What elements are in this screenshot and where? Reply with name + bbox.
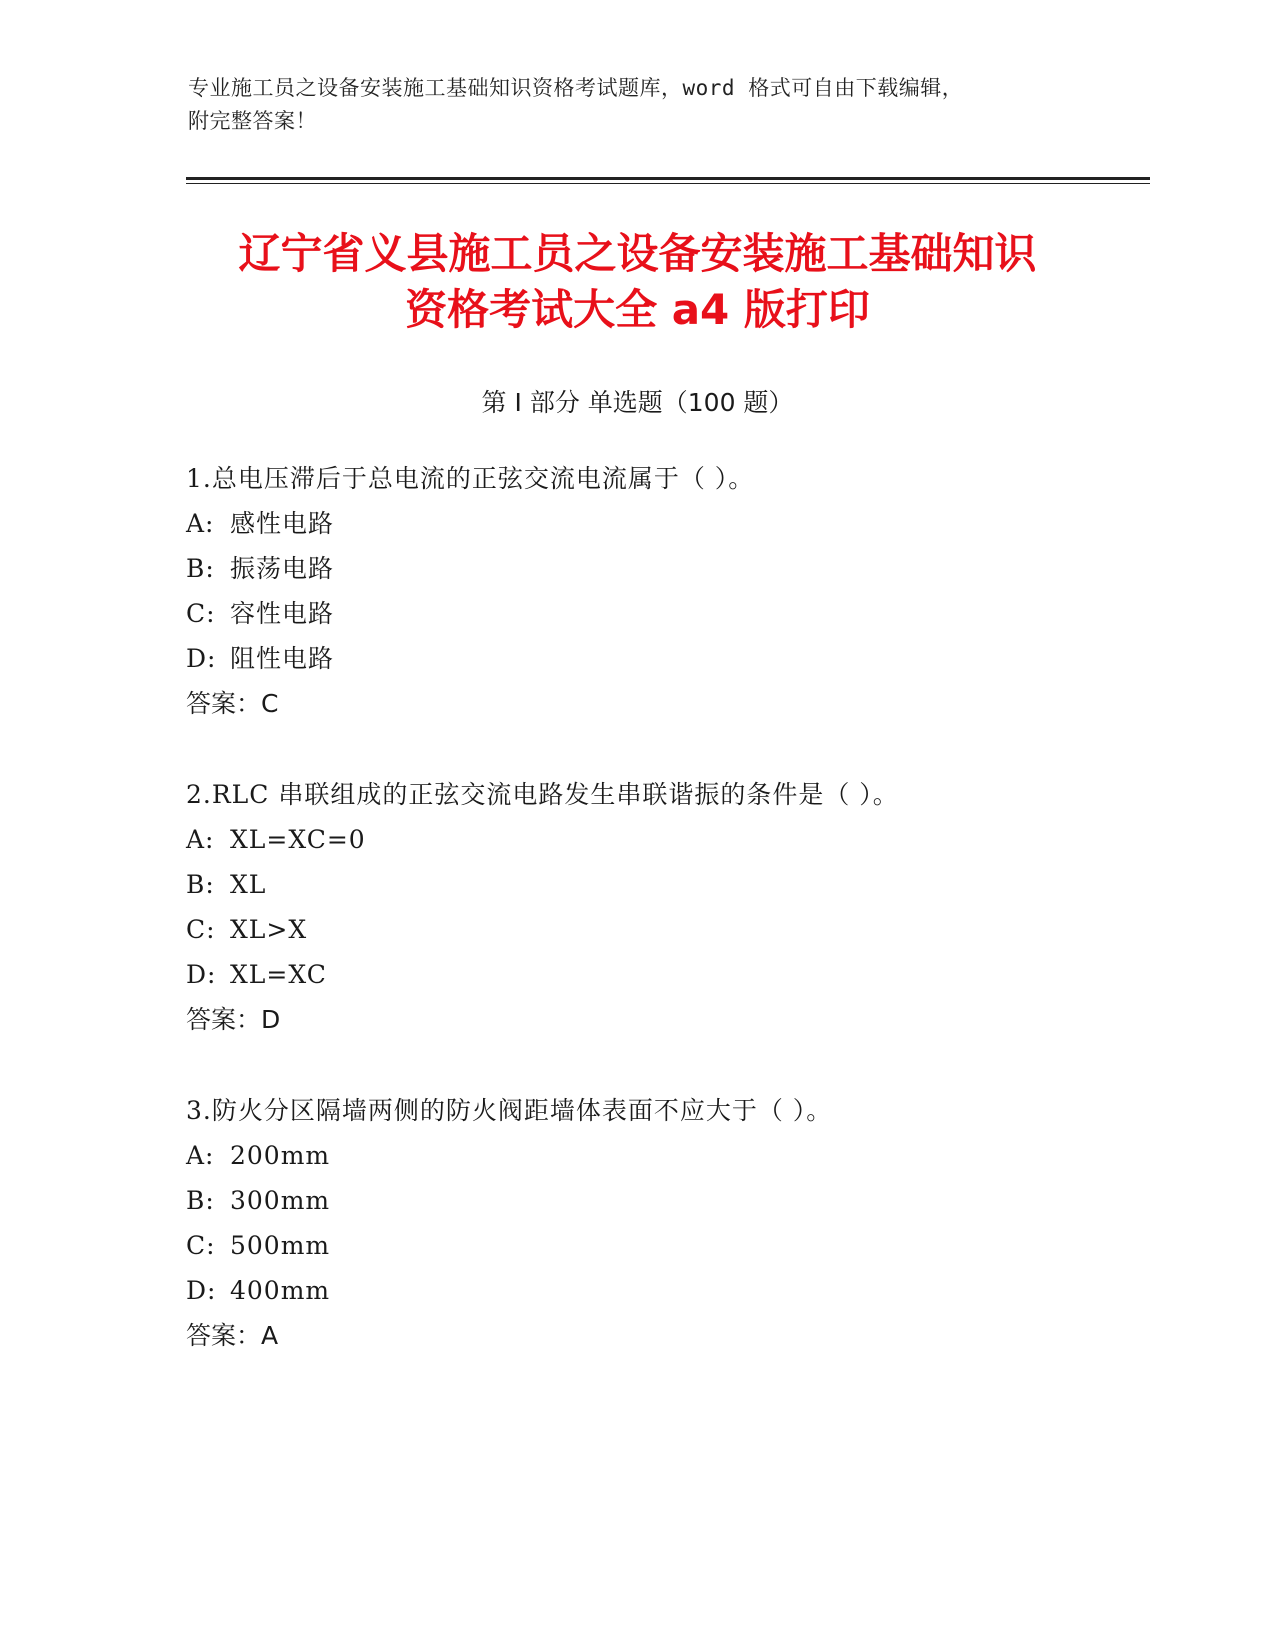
question-2 — [186, 772, 1086, 1042]
document-title-line-1: 辽宁省义县施工员之设备安装施工基础知识 — [238, 229, 1037, 278]
option-letter: D: — [186, 960, 217, 989]
question-stem: 1.总电压滞后于总电流的正弦交流电流属于（ ）。 — [186, 464, 755, 493]
question-1 — [186, 456, 1086, 726]
answer: 答案：D — [186, 1005, 281, 1034]
option-text: 500mm — [230, 1231, 331, 1260]
option-b — [186, 862, 1086, 907]
option-letter: B: — [186, 870, 215, 899]
option-text: 300mm — [230, 1186, 331, 1215]
option-a — [186, 501, 1086, 546]
header-note-line-1: 专业施工员之设备安装施工基础知识资格考试题库，word 格式可自由下载编辑， — [188, 76, 964, 100]
document-title-line-2: 资格考试大全 a4 版打印 — [405, 285, 870, 334]
answer: 答案：C — [186, 689, 279, 718]
option-b — [186, 1178, 1086, 1223]
option-text: XL=XC=0 — [230, 825, 366, 854]
option-letter: B: — [186, 1186, 215, 1215]
option-letter: A: — [186, 509, 215, 538]
section-heading: 第 I 部分 单选题（100 题） — [481, 388, 794, 417]
header-note — [188, 72, 1068, 138]
option-text: XL — [230, 870, 267, 899]
option-a — [186, 817, 1086, 862]
question-stem: 3.防火分区隔墙两侧的防火阀距墙体表面不应大于（ ）。 — [186, 1096, 833, 1125]
option-letter: C: — [186, 1231, 216, 1260]
option-letter: D: — [186, 1276, 217, 1305]
option-c — [186, 1223, 1086, 1268]
option-text: 感性电路 — [230, 509, 335, 538]
option-text: 阻性电路 — [230, 644, 335, 673]
option-text: 200mm — [230, 1141, 331, 1170]
option-d — [186, 952, 1086, 997]
option-d — [186, 1268, 1086, 1313]
question-3 — [186, 1088, 1086, 1358]
option-text: 振荡电路 — [230, 554, 335, 583]
option-text: XL>X — [230, 915, 308, 944]
option-text: 容性电路 — [230, 599, 335, 628]
option-letter: B: — [186, 554, 215, 583]
question-stem: 2.RLC 串联组成的正弦交流电路发生串联谐振的条件是（ ）。 — [186, 780, 899, 809]
option-text: 400mm — [230, 1276, 331, 1305]
option-c — [186, 907, 1086, 952]
option-letter: A: — [186, 825, 215, 854]
header-divider-thin — [186, 183, 1150, 184]
header-note-line-2: 附完整答案！ — [188, 109, 317, 133]
option-text: XL=XC — [230, 960, 327, 989]
option-b — [186, 546, 1086, 591]
option-letter: A: — [186, 1141, 215, 1170]
option-a — [186, 1133, 1086, 1178]
option-d — [186, 636, 1086, 681]
option-letter: D: — [186, 644, 217, 673]
header-divider-thick — [186, 177, 1150, 180]
option-letter: C: — [186, 599, 216, 628]
document-title — [140, 226, 1135, 338]
answer: 答案：A — [186, 1321, 279, 1350]
option-letter: C: — [186, 915, 216, 944]
option-c — [186, 591, 1086, 636]
